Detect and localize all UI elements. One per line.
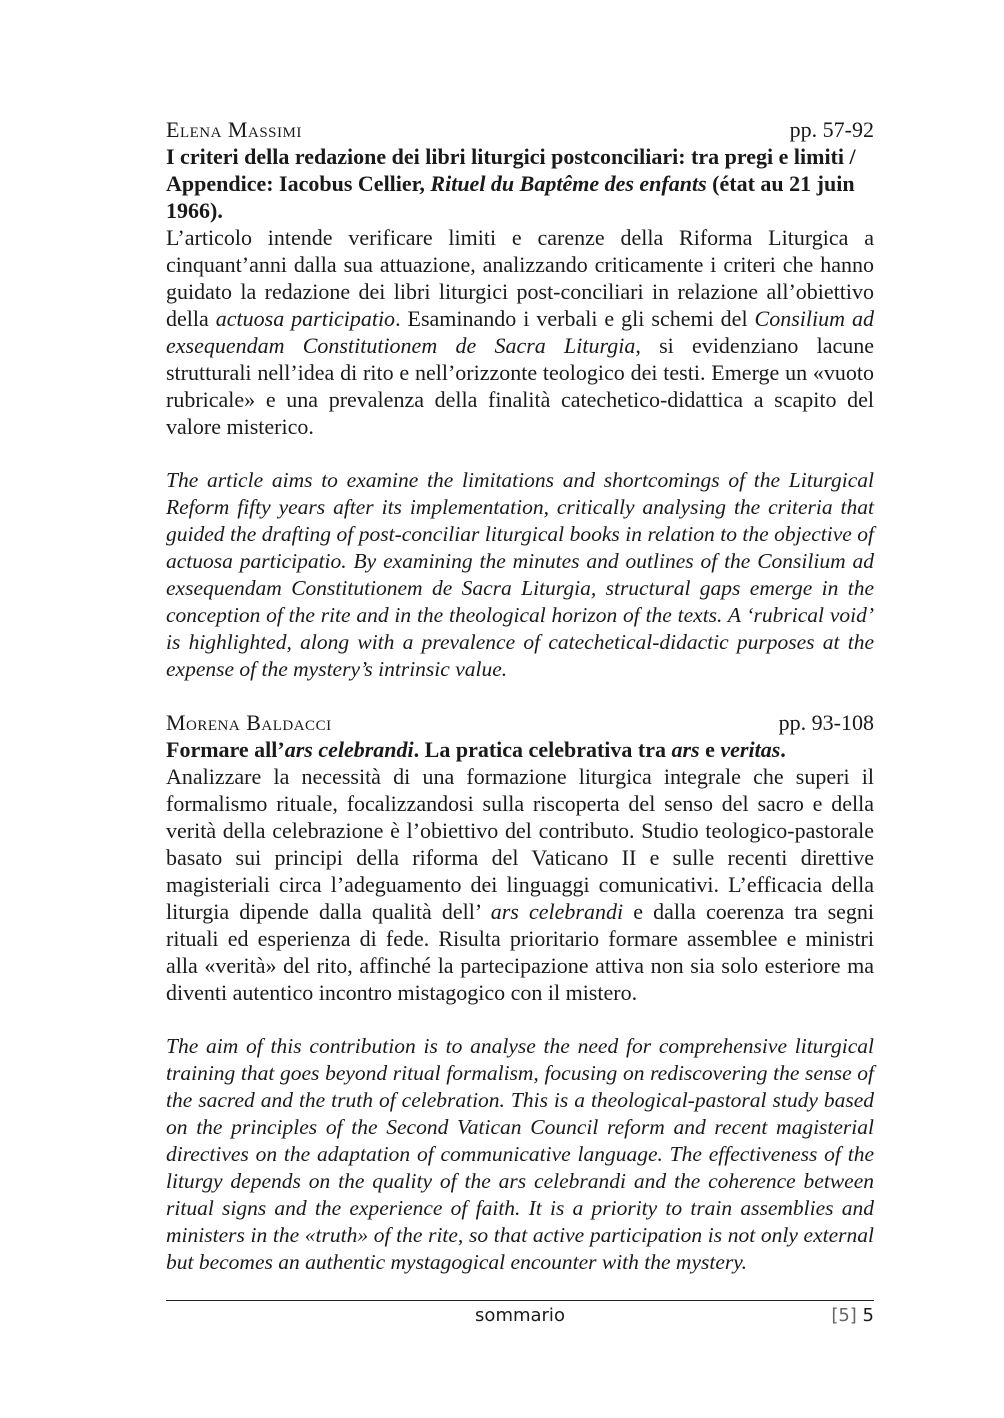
entry-baldacci (166, 709, 874, 1276)
page-footer (166, 1300, 874, 1335)
article-title: Formare all’ars celebrandi. La pratica celebrativa tra ars e veritas. (166, 737, 786, 762)
page-range: pp. 93-108 (778, 710, 874, 735)
page-content (166, 116, 874, 1302)
abstract-italian: Analizzare la necessità di una formazione liturgica integrale che superi il formalismo rituale, focalizzandosi sulla riscoperta del senso del sacro e della verità della celebrazione è l’obiettivo del contributo. Studio teologico-pastorale basato sui principi della riforma del Vaticano II e sulle recenti direttive magisteriali circa l’adeguamento dei linguaggi comunicativi. L’efficacia della liturgia dipende dalla qualità dell’ ars celebrandi e dalla coerenza tra segni rituali ed esperienza di fede. Risulta prioritario formare assemblee e ministri alla «verità» del rito, affinché la partecipazione attiva non sia solo esteriore ma diventi autentico incontro mistagogico con il mistero. (166, 764, 875, 1005)
page-number: 5 (862, 1305, 874, 1326)
abstract-italian: L’articolo intende verificare limiti e carenze della Riforma Liturgica a cinquant’anni dalla sua attuazione, analizzando criticamente i criteri che hanno guidato la redazione dei libri liturgici post-conciliari in relazione all’obiettivo della actuosa participatio. Esaminando i verbali e gli schemi del Consilium ad exsequendam Constitutionem de Sacra Liturgia, si evidenziano lacune strutturali nell’idea di rito e nell’orizzonte teologico dei testi. Emerge un «vuoto rubricale» e una prevalenza della finalità catechetico-didattica a scapito del valore misterico. (166, 225, 874, 439)
abstract-english: The article aims to examine the limitations and shortcomings of the Liturgical Reform fifty years after its implementation, critically analysing the criteria that guided the drafting of post-conciliar liturgical books in relation to the objective of actuosa participatio. By examining the minutes and outlines of the Consilium ad exsequendam Constitutionem de Sacra Liturgia, structural gaps emerge in the conception of the rite and in the theological horizon of the texts. A ‘rubrical void’ is highlighted, along with a prevalence of catechetical-didactic purposes at the expense of the mystery’s intrinsic value. (166, 468, 874, 681)
article-title: I criteri della redazione dei libri liturgici postconciliari: tra pregi e limiti / Appendice: Iacobus Cellier, Rituel du Baptême des enfants (état au 21 juin 1966). (166, 144, 856, 223)
author-name: Morena Baldacci (166, 710, 332, 735)
bracketed-page: [5] (831, 1305, 857, 1326)
entry-header (166, 116, 874, 143)
entry-massimi (166, 116, 874, 683)
abstract-english: The aim of this contribution is to analyse the need for comprehensive liturgical training that goes beyond ritual formalism, focusing on rediscovering the sense of the sacred and the truth of celebration. This is a theological-pastoral study based on the principles of the Second Vatican Council reform and recent magisterial directives on the adaptation of communicative language. The effectiveness of the liturgy depends on the quality of the ars celebrandi and the coherence between ritual signs and the experience of faith. It is a priority to train assemblies and ministers in the «truth» of the rite, so that active participation is not only external but becomes an authentic mystagogical encounter with the mystery. (166, 1034, 874, 1274)
entry-header (166, 709, 874, 736)
author-name: Elena Massimi (166, 117, 302, 142)
footer-page-number (831, 1301, 874, 1331)
footer-section-label: sommario (475, 1305, 565, 1326)
page-range: pp. 57-92 (789, 117, 874, 142)
